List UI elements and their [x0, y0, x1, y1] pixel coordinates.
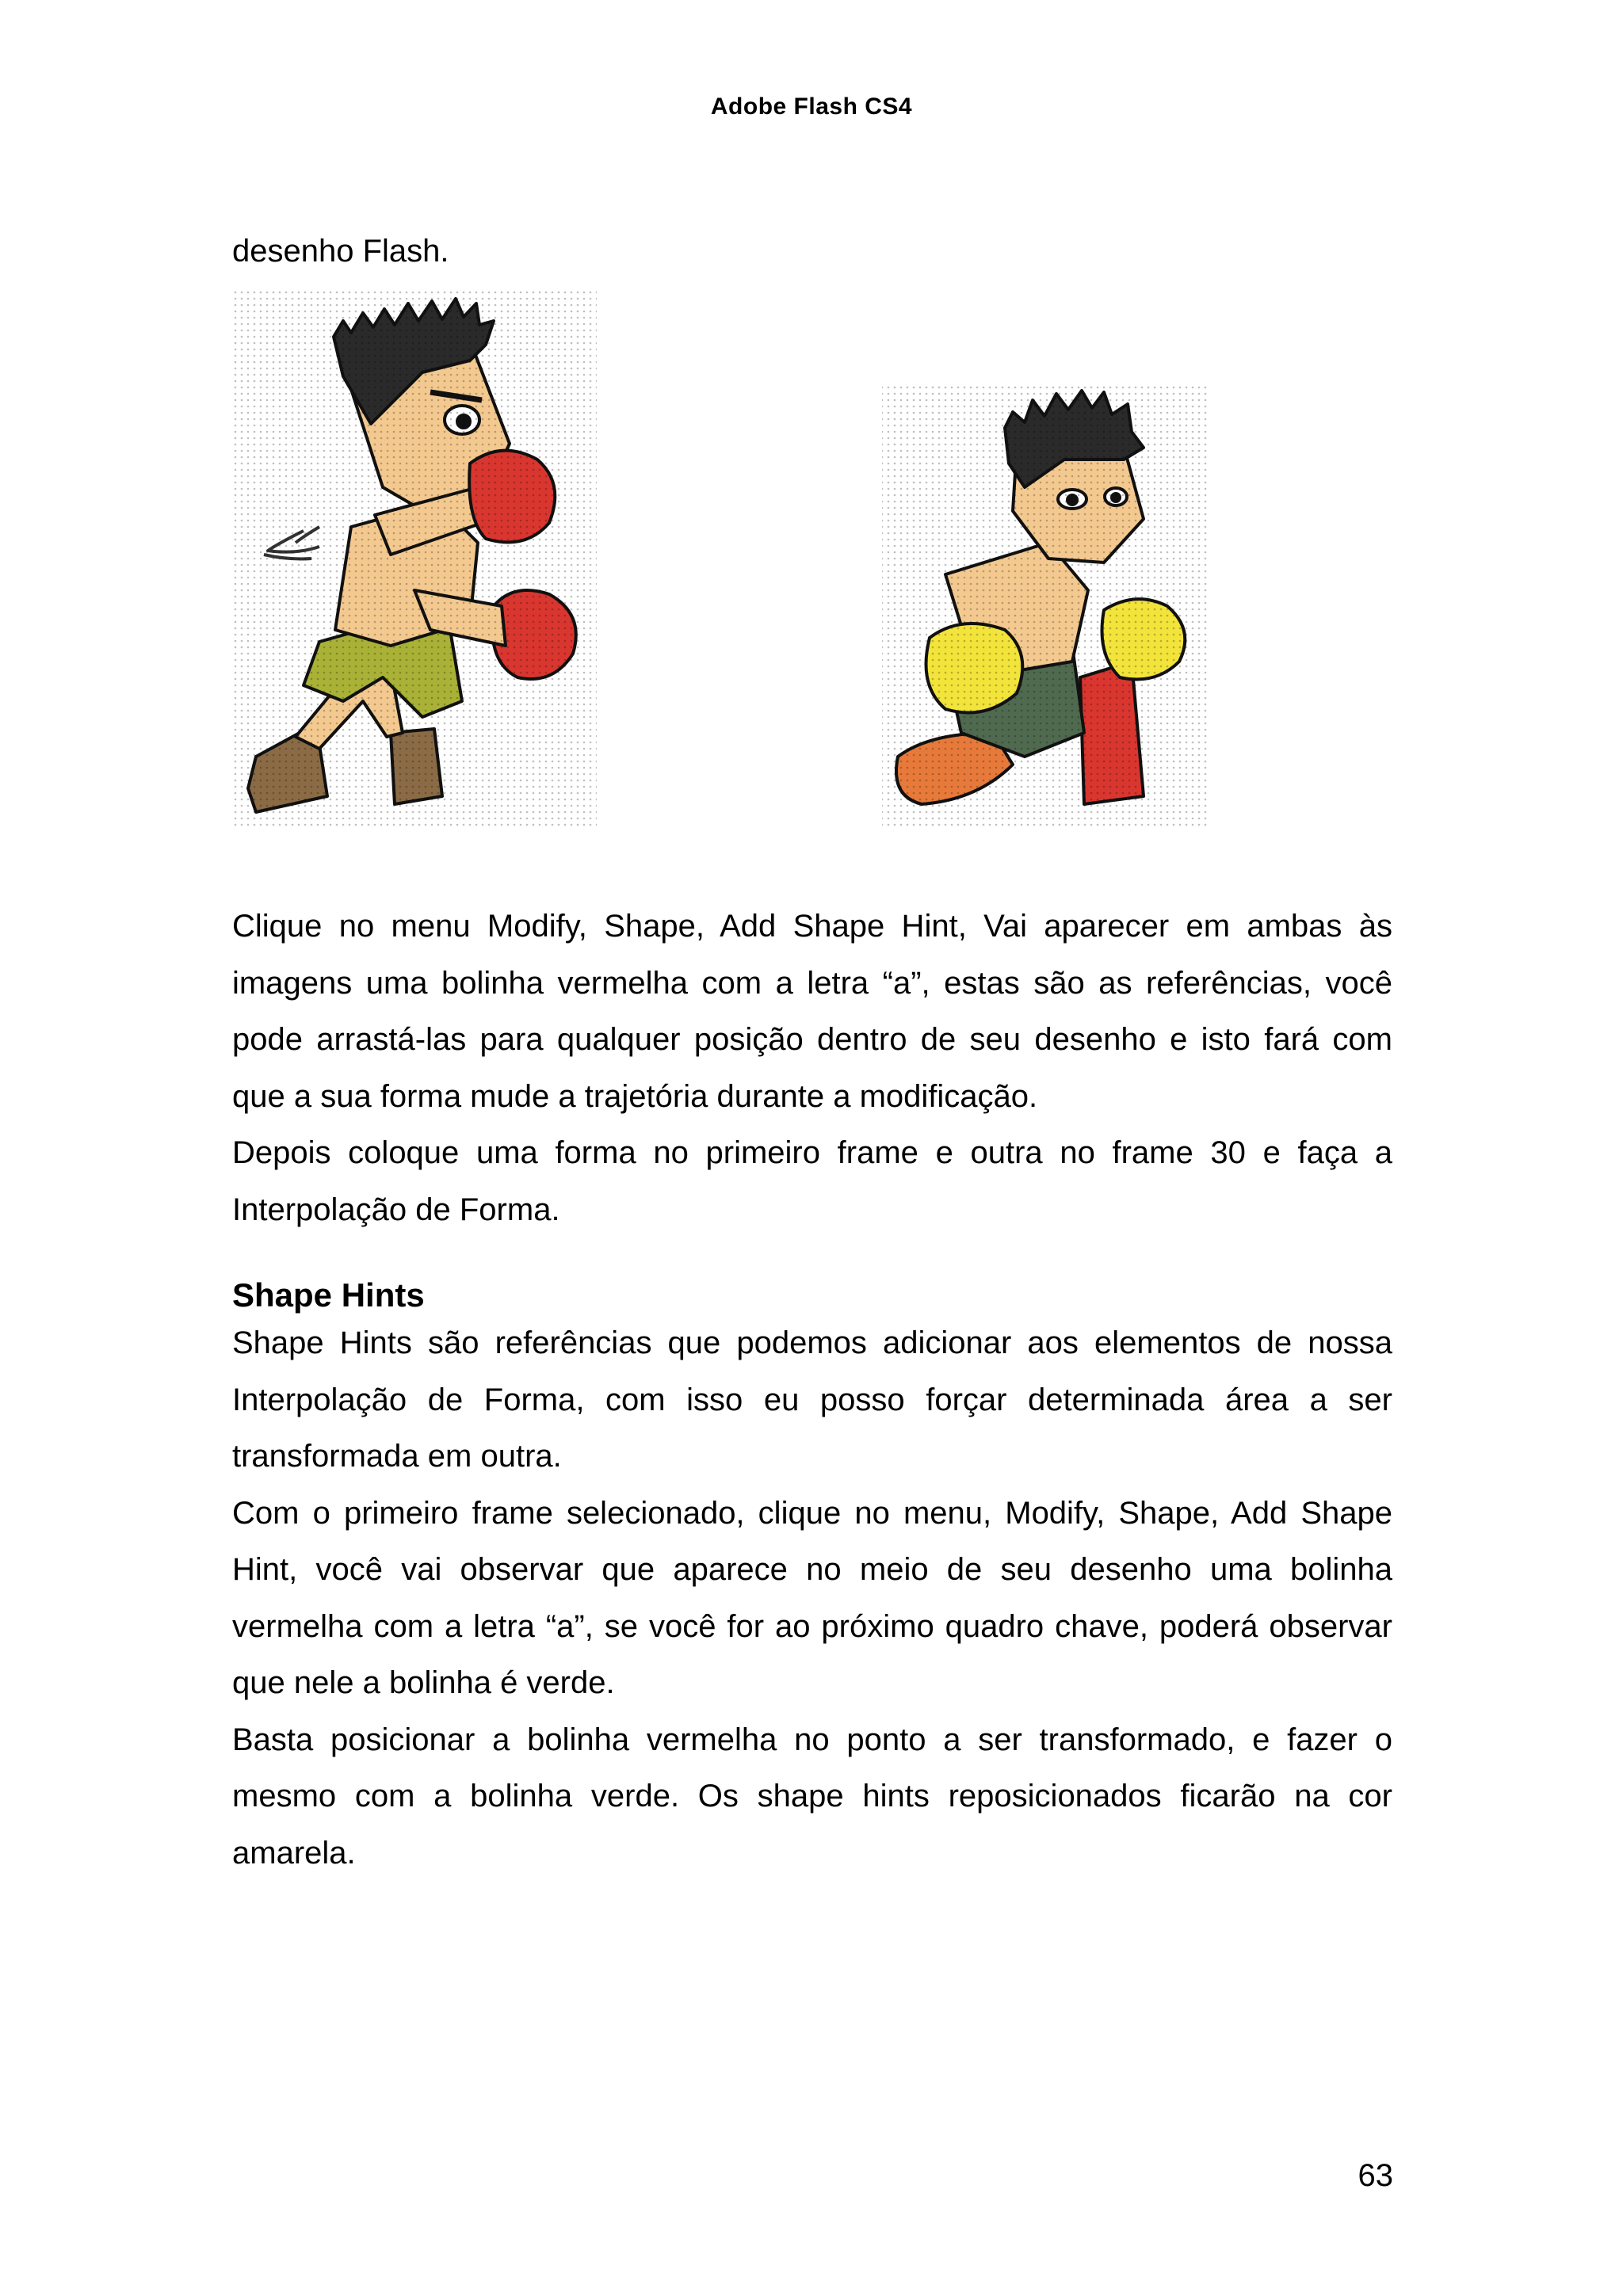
page-number: 63 [1358, 2158, 1393, 2193]
boxer-punching-figure [232, 289, 597, 828]
page-header: Adobe Flash CS4 [710, 93, 913, 120]
boxers-illustration [232, 289, 1207, 828]
boxer-crouching-figure [882, 384, 1207, 828]
intro-text: desenho Flash. [232, 234, 449, 269]
body-section-2 [232, 1315, 1392, 1882]
body-section-1 [232, 898, 1392, 1238]
paragraph: Clique no menu Modify, Shape, Add Shape Hint, Vai aparecer em ambas às imagens uma bolinha vermelha com a letra “a”, estas são as referências, você pode arrastá-las para qualquer posição dentro de seu desenho e isto fará com que a sua forma mude a trajetória durante a modificação. [232, 909, 1392, 1114]
paragraph: Shape Hints são referências que podemos adicionar aos elementos de nossa Interpolação de Forma, com isso eu posso forçar determinada área a ser transformada em outra. [232, 1325, 1392, 1474]
paragraph: Basta posicionar a bolinha vermelha no ponto a ser transformado, e fazer o mesmo com a bolinha verde. Os shape hints reposicionados ficarão na cor amarela. [232, 1722, 1392, 1871]
paragraph: Com o primeiro frame selecionado, clique no menu, Modify, Shape, Add Shape Hint, você vai observar que aparece no meio de seu desenho uma bolinha vermelha com a letra “a”, se você for ao próximo quadro chave, poderá observar que nele a bolinha é verde. [232, 1495, 1392, 1700]
section-title: Shape Hints [232, 1276, 425, 1314]
paragraph: Depois coloque uma forma no primeiro frame e outra no frame 30 e faça a Interpolação de Forma. [232, 1135, 1392, 1227]
